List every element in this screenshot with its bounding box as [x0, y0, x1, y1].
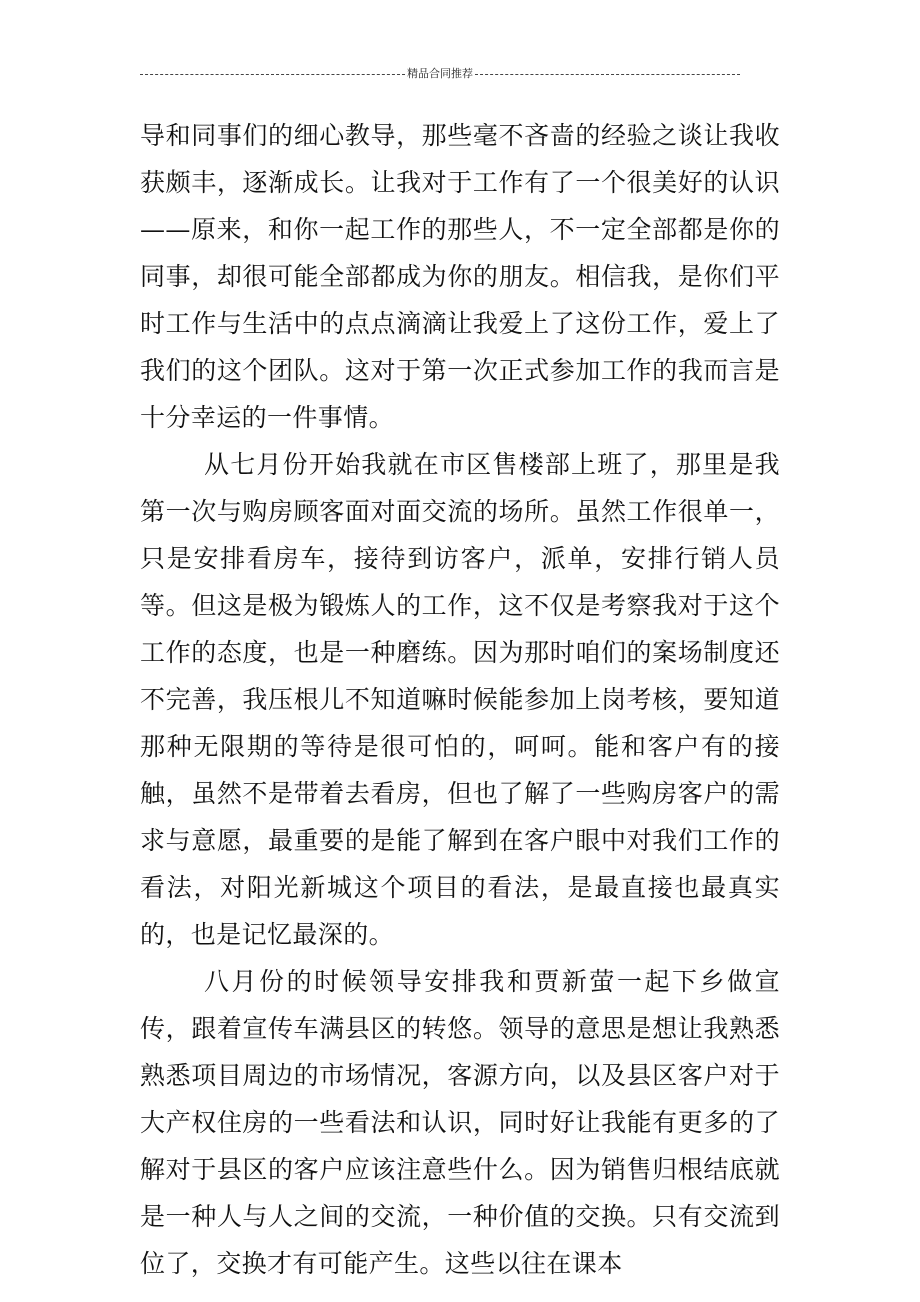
page-header [140, 64, 740, 84]
header-dashed-line-left [140, 74, 405, 75]
paragraph-3: 八月份的时候领导安排我和贾新萤一起下乡做宣传，跟着宣传车满县区的转悠。领导的意思是想让我熟悉熟悉项目周边的市场情况，客源方向，以及县区客户对于大产权住房的一些看法和认识，同时好让我能有更多的了解对于县区的客户应该注意些什么。因为销售归根结底就是一种人与人之间的交流，一种价值的交换。只有交流到位了，交换才有可能产生。这些以往在课本 [140, 967, 780, 1278]
header-title: 精品合同推荐 [407, 67, 473, 80]
paragraph-1: 导和同事们的细心教导，那些毫不吝啬的经验之谈让我收获颇丰，逐渐成长。让我对于工作有了一个很美好的认识——原来，和你一起工作的那些人，不一定全部都是你的同事，却很可能全部都成为你的朋友。相信我，是你们平时工作与生活中的点点滴滴让我爱上了这份工作，爱上了我们的这个团队。这对于第一次正式参加工作的我而言是十分幸运的一件事情。 [140, 121, 780, 432]
paragraph-2: 从七月份开始我就在市区售楼部上班了，那里是我第一次与购房顾客面对面交流的场所。虽然工作很单一，只是安排看房车，接待到访客户，派单，安排行销人员等。但这是极为锻炼人的工作，这不仅是考察我对于这个工作的态度，也是一种磨练。因为那时咱们的案场制度还不完善，我压根儿不知道嘛时候能参加上岗考核，要知道那种无限期的等待是很可怕的，呵呵。能和客户有的接触，虽然不是带着去看房，但也了解了一些购房客户的需求与意愿，最重要的是能了解到在客户眼中对我们工作的看法，对阳光新城这个项目的看法，是最直接也最真实的，也是记忆最深的。 [140, 450, 780, 949]
header-dashed-line-right [475, 74, 740, 75]
document-body [140, 112, 780, 1287]
